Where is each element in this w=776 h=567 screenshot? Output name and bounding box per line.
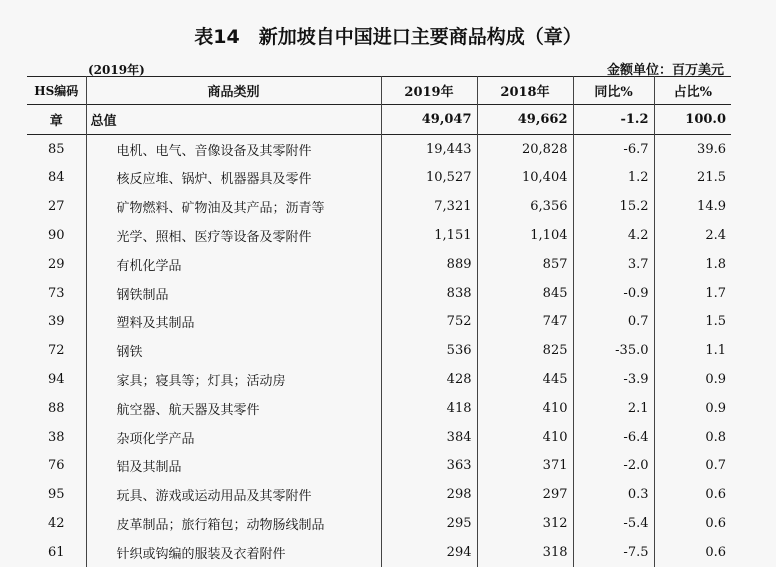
cell-value-2019: 838 [381,279,477,308]
cell-share: 1.1 [654,336,731,365]
cell-yoy: -2.0 [573,452,654,481]
cell-value-2018: 318 [477,538,573,567]
table-row [27,394,731,423]
header-category: 商品类别 [86,77,381,105]
cell-hs-code: 76 [47,458,65,474]
total-2019: 49,047 [381,105,477,135]
cell-share: 0.6 [654,509,731,538]
total-share: 100.0 [654,105,731,135]
header-yoy: 同比% [573,77,654,105]
cell-category: 针织或钩编的服装及衣着附件 [86,538,381,567]
table-row [27,192,731,221]
cell-yoy: 4.2 [573,221,654,250]
cell-value-2018: 371 [477,452,573,481]
cell-share: 0.7 [654,452,731,481]
table-row [27,164,731,193]
cell-yoy: 0.7 [573,308,654,337]
cell-category: 矿物燃料、矿物油及其产品；沥青等 [86,192,381,221]
cell-share: 1.8 [654,250,731,279]
cell-hs-code: 38 [47,429,65,445]
cell-value-2018: 410 [477,423,573,452]
cell-hs-code: 94 [47,372,65,388]
table-row [27,308,731,337]
table-row [27,509,731,538]
cell-category: 塑料及其制品 [86,308,381,337]
table-row [27,538,731,567]
table-row [27,279,731,308]
table-row [27,452,731,481]
cell-share: 0.9 [654,365,731,394]
total-category: 总值 [86,105,381,135]
cell-category: 钢铁制品 [86,279,381,308]
cell-value-2018: 6,356 [477,192,573,221]
cell-share: 2.4 [654,221,731,250]
cell-share: 0.9 [654,394,731,423]
cell-hs-code: 95 [47,487,65,503]
cell-category: 电机、电气、音像设备及其零附件 [86,134,381,163]
cell-hs-code: 84 [47,170,65,186]
cell-share: 1.5 [654,308,731,337]
cell-category: 核反应堆、锅炉、机器器具及零件 [86,164,381,193]
cell-yoy: -3.9 [573,365,654,394]
table-row [27,250,731,279]
cell-value-2019: 889 [381,250,477,279]
cell-yoy: -35.0 [573,336,654,365]
total-row [27,105,731,135]
cell-value-2018: 845 [477,279,573,308]
cell-hs-code: 73 [47,285,65,301]
total-2018: 49,662 [477,105,573,135]
total-hs: 章 [49,113,63,129]
cell-category: 玩具、游戏或运动用品及其零附件 [86,480,381,509]
cell-value-2019: 298 [381,480,477,509]
table-row [27,423,731,452]
cell-share: 0.8 [654,423,731,452]
cell-value-2018: 1,104 [477,221,573,250]
year-note: (2019年) [88,63,145,77]
cell-value-2019: 418 [381,394,477,423]
cell-yoy: -0.9 [573,279,654,308]
cell-yoy: -7.5 [573,538,654,567]
header-hs-code: HS编码 [34,84,79,98]
cell-hs-code: 85 [47,141,65,157]
header-2019: 2019年 [381,77,477,105]
cell-share: 1.7 [654,279,731,308]
cell-value-2018: 312 [477,509,573,538]
cell-share: 0.6 [654,538,731,567]
table-row [27,221,731,250]
cell-value-2019: 536 [381,336,477,365]
cell-hs-code: 88 [47,400,65,416]
cell-hs-code: 27 [47,199,65,215]
cell-yoy: -6.4 [573,423,654,452]
cell-hs-code: 29 [47,256,65,272]
cell-value-2019: 428 [381,365,477,394]
cell-category: 铝及其制品 [86,452,381,481]
cell-category: 杂项化学产品 [86,423,381,452]
table-title: 表14 新加坡自中国进口主要商品构成（章） [194,26,582,48]
cell-value-2019: 10,527 [381,164,477,193]
cell-hs-code: 39 [47,314,65,330]
cell-value-2018: 297 [477,480,573,509]
cell-value-2019: 19,443 [381,134,477,163]
cell-share: 0.6 [654,480,731,509]
cell-share: 39.6 [654,134,731,163]
cell-value-2019: 363 [381,452,477,481]
cell-category: 钢铁 [86,336,381,365]
cell-hs-code: 72 [47,343,65,359]
cell-category: 光学、照相、医疗等设备及零附件 [86,221,381,250]
cell-yoy: 1.2 [573,164,654,193]
table-row [27,480,731,509]
header-row [27,77,731,105]
cell-yoy: -5.4 [573,509,654,538]
unit-note: 金额单位：百万美元 [606,63,724,78]
table-row [27,134,731,163]
cell-value-2018: 410 [477,394,573,423]
cell-value-2018: 825 [477,336,573,365]
header-share: 占比% [654,77,731,105]
cell-hs-code: 90 [47,228,65,244]
cell-hs-code: 61 [47,544,65,560]
cell-category: 航空器、航天器及其零件 [86,394,381,423]
cell-yoy: 15.2 [573,192,654,221]
cell-value-2019: 384 [381,423,477,452]
cell-value-2019: 294 [381,538,477,567]
import-composition-table [27,76,731,567]
table-row [27,336,731,365]
cell-category: 家具；寝具等；灯具；活动房 [86,365,381,394]
cell-value-2019: 752 [381,308,477,337]
cell-yoy: 0.3 [573,480,654,509]
header-2018: 2018年 [477,77,573,105]
cell-yoy: 2.1 [573,394,654,423]
cell-hs-code: 42 [47,516,65,532]
cell-value-2019: 1,151 [381,221,477,250]
table-row [27,365,731,394]
cell-value-2018: 20,828 [477,134,573,163]
cell-category: 皮革制品；旅行箱包；动物肠线制品 [86,509,381,538]
cell-category: 有机化学品 [86,250,381,279]
cell-value-2019: 295 [381,509,477,538]
cell-share: 21.5 [654,164,731,193]
cell-value-2019: 7,321 [381,192,477,221]
cell-yoy: 3.7 [573,250,654,279]
cell-value-2018: 445 [477,365,573,394]
cell-value-2018: 747 [477,308,573,337]
cell-value-2018: 10,404 [477,164,573,193]
cell-share: 14.9 [654,192,731,221]
total-yoy: -1.2 [573,105,654,135]
cell-value-2018: 857 [477,250,573,279]
cell-yoy: -6.7 [573,134,654,163]
